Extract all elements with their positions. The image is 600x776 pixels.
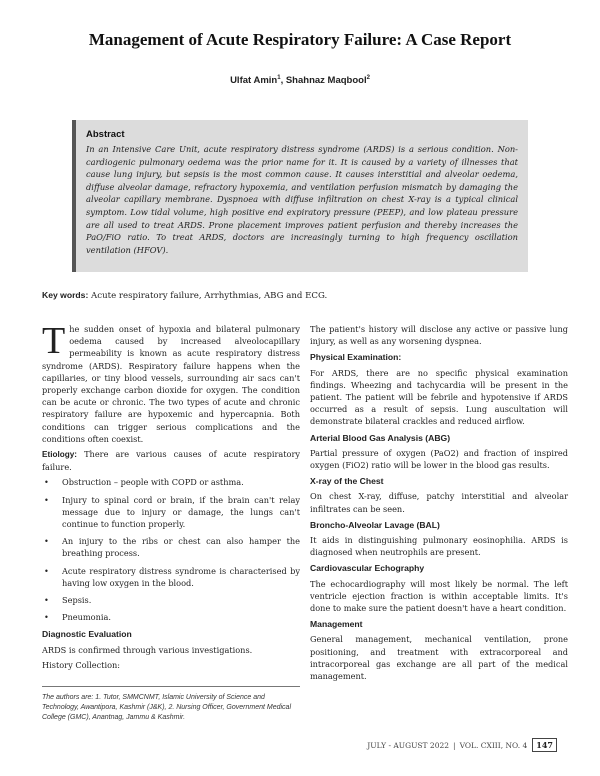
author-line (0, 75, 600, 86)
page-footer (367, 738, 557, 752)
right-column (310, 323, 568, 685)
list-item-text: Injury to spinal cord or brain, if the brain can't relay message due to injury or damage, the lungs can't continue to function properly. (62, 494, 300, 530)
section-text: General management, mechanical ventilation, prone positioning, and treatment with extracorporeal and intracorporeal gas exchange are all part of the medical management. (310, 634, 568, 682)
bullet-icon: • (44, 477, 49, 488)
footer-separator: | (453, 740, 456, 750)
list-item (42, 594, 300, 606)
section-text: On chest X-ray, diffuse, patchy interstitial and alveolar infiltrates can be seen. (310, 491, 568, 514)
list-item-text: Sepsis. (62, 595, 92, 606)
section-heading: Arterial Blood Gas Analysis (ABG) (310, 432, 451, 443)
drop-cap: T (42, 320, 66, 362)
page-number: 147 (532, 738, 557, 752)
etiology-label: Etiology: (42, 450, 78, 460)
abstract-text: In an Intensive Care Unit, acute respiratory distress syndrome (ARDS) is a serious condition. Non-cardiogenic pulmonary oedema was the prior name for it. It is caused by a variety of illnesses that cause lung injury, but sepsis is the most common cause. It causes interstitial and alveolar oedema, diffuse alveolar damage, refractory hypoxemia, and ventilation perfusion mismatch by damaging the alveolar capillary membrane. Dyspnoea with diffuse infiltration on chest X-ray is a typical clinical symptom. Low tidal volume, high positive end expiratory pressure (PEEP), and low plateau pressure are all used to treat ARDS. Prone placement improves patient perfusion and thereby increases the PaO/FiO ratio. To treat ARDS, doctors are increasingly turning to high frequency oscillation ventilation (HFOV). (86, 144, 518, 255)
section-text: Partial pressure of oxygen (PaO2) and fraction of inspired oxygen (FiO2) ratio will be lower in the blood gas results. (310, 447, 568, 471)
list-item (42, 494, 300, 531)
left-column (42, 320, 300, 674)
bullet-icon: • (44, 565, 49, 576)
section-heading: Broncho-Alveolar Lavage (BAL) (310, 519, 440, 530)
history-label: History Collection: (42, 659, 121, 670)
etiology-paragraph (42, 448, 300, 473)
etiology-text: There are various causes of acute respiratory failure. (42, 449, 300, 473)
bullet-icon: • (44, 595, 49, 606)
list-item-text: Obstruction – people with COPD or asthma. (62, 477, 244, 488)
volume-info: VOL. CXIII, NO. 4 (459, 740, 528, 750)
list-item-text: Acute respiratory distress syndrome is characterised by having low oxygen in the blood. (62, 565, 300, 588)
section-heading: Physical Examination: (310, 352, 402, 363)
etiology-list (42, 476, 300, 623)
bullet-icon: • (44, 536, 49, 547)
diagnostic-text: ARDS is confirmed through various investigations. (42, 644, 253, 655)
history-paragraph: The patient's history will disclose any active or passive lung injury, as well as any worsening dyspnea. (310, 324, 568, 347)
keywords-text: Acute respiratory failure, Arrhythmias, ABG and ECG. (88, 291, 328, 301)
section-text: The echocardiography will most likely be normal. The left ventricle ejection fraction is within acceptable limits. It's done to make sure the patient doesn't have a heart condition. (310, 578, 568, 614)
author-name: Shahnaz Maqbool (285, 75, 367, 87)
section-heading: Management (310, 619, 363, 630)
section-text: For ARDS, there are no specific physical examination findings. Wheezing and tachycardia will be present in the patient. The patient will be febrile and hypotensive if ARDS occurred as a result of sepsis. Lung auscultation will demonstrate bilateral crackles and reduced airflow. (310, 367, 568, 427)
list-item (42, 565, 300, 589)
section-text: It aids in distinguishing pulmonary eosinophilia. ARDS is diagnosed when neutrophils are present. (310, 535, 568, 558)
list-item-text: An injury to the ribs or chest can also hamper the breathing process. (62, 536, 300, 559)
intro-paragraph (42, 320, 300, 445)
bullet-icon: • (44, 612, 49, 623)
author-affiliation-mark: 1 (277, 75, 281, 81)
list-item (42, 535, 300, 559)
intro-text: he sudden onset of hypoxia and bilateral pulmonary oedema caused by increased alveolocapillary permeability is known as acute respiratory distress syndrome (ARDS). Respiratory failure happens when the capillaries, or tiny blood vessels, surrounding air sacs can't properly exchange carbon dioxide for oxygen. The condition can be acute or chronic. The two types of acute and chronic respiratory failure are hypoxemic and hypercapnia. Both conditions can trigger serious complications and the conditions often coexist. (42, 324, 300, 444)
article-title: Management of Acute Respiratory Failure: A Case Report (88, 30, 512, 49)
keywords-line (42, 290, 327, 301)
author-affiliation-mark: 2 (366, 75, 370, 81)
list-item (42, 476, 300, 488)
section-heading: X-ray of the Chest (310, 476, 384, 487)
list-item (42, 611, 300, 623)
issue-date: JULY - AUGUST 2022 (367, 740, 450, 750)
author-name: Ulfat Amin (230, 75, 278, 87)
section-heading: Diagnostic Evaluation (42, 629, 132, 640)
section-heading: Cardiovascular Echography (310, 563, 425, 574)
list-item-text: Pneumonia. (62, 612, 111, 623)
keywords-label: Key words: (42, 290, 89, 300)
author-footnote: The authors are: 1. Tutor, SMMCNMT, Islamic University of Science and Technology, Awantipora, Kashmir (J&K), 2. Nursing Officer, Government Medical College (GMC), Anantnag, Jammu & Kashmir. (42, 686, 300, 723)
author-separator: , (280, 75, 286, 87)
abstract-heading: Abstract (86, 129, 125, 140)
bullet-icon: • (44, 494, 49, 505)
abstract-box (72, 120, 528, 272)
